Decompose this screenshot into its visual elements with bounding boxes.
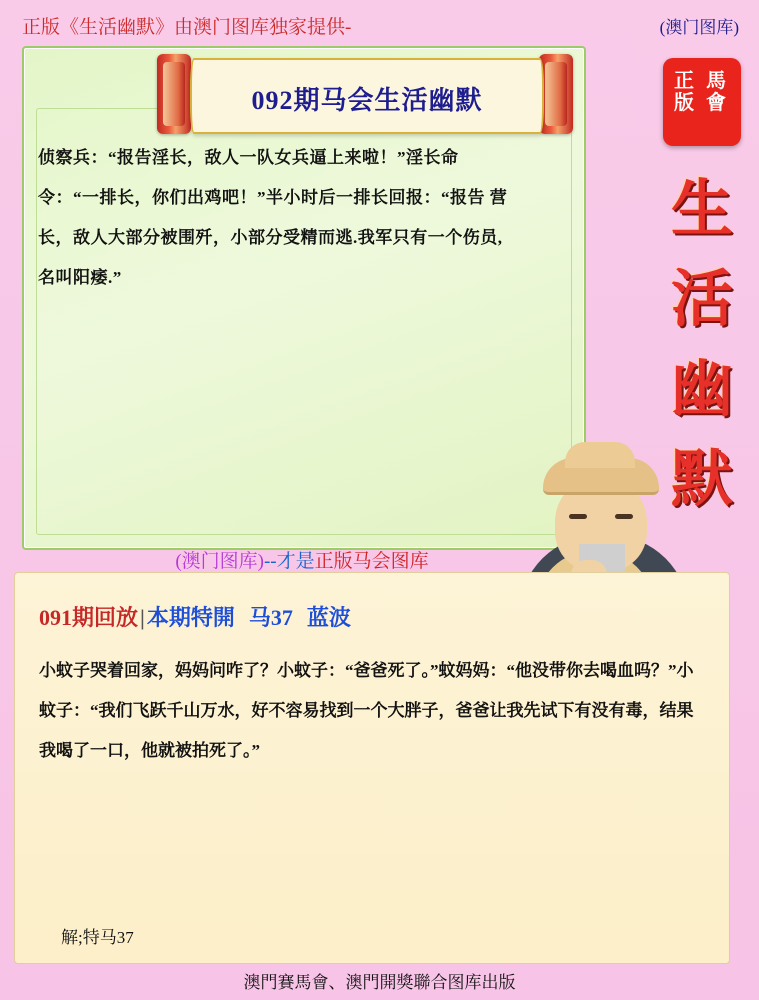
replay-horse: 马37 bbox=[248, 605, 293, 630]
replay-period: 091期回放 bbox=[39, 605, 139, 630]
replay-joke-text: 小蚊子哭着回家，妈妈问咋了？小蚊子：“爸爸死了。”蚊妈妈：“他没带你去喝血吗？”小蚊子：“我们飞跃千山万水，好不容易找到一个大胖子，爸爸让我先试下有没有毒，结果我喝了一口，他就被拍死了。” bbox=[39, 661, 694, 760]
figure-eye-right bbox=[615, 514, 633, 519]
replay-header bbox=[39, 601, 351, 632]
stamp-line1: 正版 bbox=[674, 70, 694, 114]
main-joke-text: 侦察兵：“报告淫长，敌人一队女兵逼上来啦！”淫长命令：“一排长，你们出鸡吧！”半小时后一排长回报：“报告 营长，敌人大部分被围歼，小部分受精而逃.我军只有一个伤员,名叫阳痿.” bbox=[38, 148, 508, 287]
replay-special-label: 本期特開 bbox=[146, 605, 235, 630]
caption-part3: 正版马会图库 bbox=[314, 551, 429, 572]
title-scroll-banner bbox=[155, 54, 575, 134]
answer-text: 解;特马37 bbox=[61, 928, 134, 947]
banner-title: 092期马会生活幽默 bbox=[251, 86, 483, 115]
footer-text: 澳門賽馬會、澳門開獎聯合图库出版 bbox=[243, 973, 516, 992]
figure-eye-left bbox=[569, 514, 587, 519]
header-right-text: (澳门图库) bbox=[659, 18, 739, 37]
caption bbox=[22, 546, 582, 573]
replay-divider: | bbox=[140, 605, 145, 630]
official-stamp bbox=[663, 58, 741, 146]
scroll-body bbox=[190, 58, 544, 134]
caption-part2: --才是 bbox=[263, 551, 315, 572]
vertical-title-char-1: 生 bbox=[670, 176, 733, 244]
vertical-title-char-4: 默 bbox=[670, 446, 733, 514]
header-left-text: 正版《生活幽默》由澳门图库独家提供- bbox=[22, 17, 352, 38]
header bbox=[0, 12, 759, 40]
figure-hat-top bbox=[565, 442, 635, 468]
replay-wave: 蓝波 bbox=[306, 605, 351, 630]
stamp-line2: 馬會 bbox=[706, 70, 726, 114]
scroll-roll-left-icon bbox=[157, 54, 191, 134]
caption-part1: (澳门图库) bbox=[175, 551, 264, 572]
vertical-title-char-2: 活 bbox=[670, 266, 733, 334]
vertical-title-char-3: 幽 bbox=[670, 356, 733, 424]
replay-panel bbox=[14, 572, 730, 964]
scroll-roll-right-icon bbox=[539, 54, 573, 134]
